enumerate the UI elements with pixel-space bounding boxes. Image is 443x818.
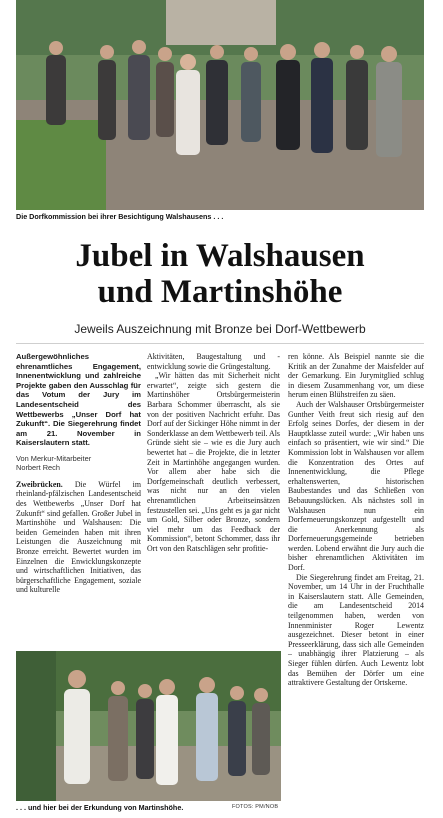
article-dateline: Zweibrücken. bbox=[16, 479, 63, 489]
article-paragraph bbox=[16, 480, 141, 595]
headline-line-1: Jubel in Walshausen bbox=[75, 238, 365, 274]
article-paragraph: ren könne. Als Beispiel nannte sie die Kritik an der Zunahme der Maisfelder auf der Gemarkung. Ein Jurymitglied schlug in diesem Zusammenhang vor, um diese herum einen Blühstreifen zu säen. bbox=[288, 352, 424, 400]
photo-credit: FOTOS: PM/NOB bbox=[232, 804, 279, 810]
article-column-2 bbox=[147, 352, 280, 553]
photo-village-commission-walshausen bbox=[16, 0, 424, 210]
article-column-3 bbox=[288, 352, 424, 688]
article-paragraph: „Wir hätten das mit Sicherheit nicht erwartet“, zeigte sich gestern die Martinshöher Ortsbürgermeisterin Barbara Schommer überrascht, als sie von der positiven Nachricht erfuhr. Das Dorf auf der Sickinger Höhe nimmt in der Sonderklasse an dem Wettbewerb teil. Als Gründe sieht sie – wie es die Jury auch bewertet hat – die Projekte, die in letzter Zeit in Martinhöhe angegangen wurden. Vor allem aber habe sich die Dorfgemeinschaft deutlich verbessert, was nicht nur an den vielen ehrenamtlichen Arbeitseinsätzen festzustellen sei. „Uns geht es ja gar nicht um Gold, Silber oder Bronze, sondern viel mehr um das Feedback der Kommission“, betont Schommer, dass ihr Ort von den Ratschlägen sehr profitie- bbox=[147, 371, 281, 553]
article-column-1 bbox=[16, 352, 141, 595]
article-paragraph: Die Siegerehrung findet am Freitag, 21. November, um 14 Uhr in der Fruchthalle in Kaiserslautern statt. Alle Gemeinden, die am Landesentscheid 2014 teilgenommen haben, werden von Innenminister Roger Lewentz ausgezeichnet. Dieser betont in einer Presseerklärung, dass sich alle Gemeinden – unabhängig ihrer Platzierung – als Sieger fühlen dürfen. Auch Lewentz lobt das Bemühen der Dörfer um eine attraktivere Gestaltung der Ortskerne. bbox=[288, 572, 424, 688]
photo-exploring-martinshoehe bbox=[16, 651, 281, 801]
byline-author: Norbert Rech bbox=[16, 463, 60, 473]
article-body-text: Die Würfel im rheinland-pfälzischen Landesentscheid des Wettbewerbs „Unser Dorf hat Zukunft“ sind gefallen. Großer Jubel in Martinshöhe und Walshausen: Die beiden Gemeinden haben mit ihren Leistungen die Auszeichnung mit Bronze erreicht. Bewertet wurden im Einzelnen die Enwicklungskonzepte und wirtschaftlichen Initiativen, das bürgerschaftliche Engagement, soziale und kulturelle bbox=[16, 479, 141, 595]
article-headline bbox=[16, 238, 424, 310]
article-paragraph: Auch der Walshauser Ortsbürgermeister Gunther Veith freut sich riesig auf den Erfolg seines Dorfes, der diesem in der Hauptklasse zuteil wurde: „Wir haben uns einfach so präsentiert, wie wir sind.“ Die Kommission lobt in Walshausen vor allem die Konzentration des Ortes auf Innenentwicklung, die Pflege erhaltenswerten, historischen Baubestandes und das Schließen von Bebauungslücken. Als nächstes soll in Walshausen nun ein Dorferneuerungskonzept aufgestellt und die Anerkennung als Dorferneuerungsgemeinde betrieben werden. Lobend erwähnt die Jury auch die bisher ehrenamtlichen Aktivitäten im Dorf. bbox=[288, 399, 424, 573]
byline-line-1: Von Merkur-Mitarbeiter bbox=[16, 453, 92, 463]
article-lead: Außergewöhnliches ehrenamtliches Engagement, Innenentwicklung und zahlreiche Projekte gaben den Ausschlag für das Votum der Jury im Landesentscheid des Wettbewerbs „Unser Dorf hat Zukunft“. Die Siegerehrung findet am 21. November in Kaiserslautern statt. bbox=[16, 352, 141, 448]
divider bbox=[16, 343, 424, 344]
headline-line-2: und Martinshöhe bbox=[97, 274, 343, 310]
photo-caption-top: Die Dorfkommission bei ihrer Besichtigung Walshausens . . . bbox=[16, 212, 224, 221]
photo-caption-bottom: . . . und hier bei der Erkundung von Martinshöhe. bbox=[16, 803, 184, 812]
article-paragraph: Aktivitäten, Baugestaltung und -entwicklung sowie die Grüngestaltung. bbox=[147, 352, 280, 371]
article-subheadline: Jeweils Auszeichnung mit Bronze bei Dorf-Wettbewerb bbox=[74, 322, 366, 336]
article-byline bbox=[16, 454, 141, 473]
